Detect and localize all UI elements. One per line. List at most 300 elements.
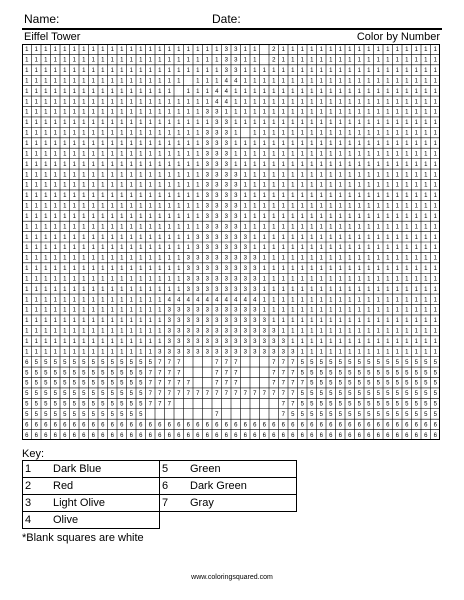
grid-cell-number: 1 xyxy=(91,349,95,356)
grid-cell-number: 1 xyxy=(414,318,418,325)
grid-cell-number: 3 xyxy=(234,339,238,345)
grid-cell-number: 3 xyxy=(234,203,238,210)
grid-cell-number: 5 xyxy=(367,391,371,398)
grid-cell-number: 1 xyxy=(25,234,29,241)
grid-cell-number: 1 xyxy=(63,224,67,231)
grid-cell-number: 6 xyxy=(386,422,390,429)
grid-cell-number: 1 xyxy=(139,151,143,158)
grid-cell-number: 1 xyxy=(329,130,333,137)
grid-cell-number: 1 xyxy=(120,130,124,137)
grid-cell-number: 1 xyxy=(357,307,361,314)
grid-cell-number: 1 xyxy=(129,286,133,293)
grid-cell-number: 1 xyxy=(376,297,380,304)
grid-cell-number: 1 xyxy=(319,172,323,179)
grid-cell-number: 1 xyxy=(367,255,371,262)
grid-cell-number: 1 xyxy=(120,349,124,356)
grid-cell-number: 1 xyxy=(120,318,124,325)
grid-cell-number: 1 xyxy=(148,286,152,293)
grid-cell-number: 1 xyxy=(424,286,428,293)
grid-cell-number: 5 xyxy=(300,370,304,377)
grid-cell-number: 1 xyxy=(357,141,361,147)
grid-cell-number: 1 xyxy=(91,328,95,335)
grid-cell-number: 6 xyxy=(196,432,200,439)
grid-cell-number: 1 xyxy=(281,297,285,304)
grid-cell-number: 5 xyxy=(424,380,428,387)
grid-cell-number: 1 xyxy=(414,245,418,252)
grid-cell-number: 1 xyxy=(433,318,437,325)
grid-cell-number: 1 xyxy=(167,161,171,168)
grid-cell-number: 5 xyxy=(433,401,437,408)
grid-cell-number: 6 xyxy=(129,432,133,439)
grid-cell-number: 3 xyxy=(215,203,219,210)
grid-cell-number: 1 xyxy=(405,120,409,127)
grid-cell-number: 1 xyxy=(177,57,181,64)
grid-cell-number: 1 xyxy=(405,68,409,75)
grid-cell-number: 1 xyxy=(291,120,295,127)
grid-cell-number: 1 xyxy=(186,224,190,231)
grid-cell-number: 1 xyxy=(272,276,276,283)
grid-cell-number: 1 xyxy=(338,88,342,95)
grid-cell-number: 1 xyxy=(196,130,200,137)
grid-cell-number: 1 xyxy=(386,286,390,293)
grid-cell-number: 1 xyxy=(91,109,95,116)
grid-cell-number: 5 xyxy=(433,380,437,387)
grid-cell-number: 1 xyxy=(63,328,67,335)
grid-cell-number: 5 xyxy=(44,370,48,377)
grid-cell-number: 6 xyxy=(300,422,304,429)
grid-cell-number: 1 xyxy=(376,307,380,314)
grid-cell-number: 1 xyxy=(272,193,276,200)
grid-cell-number: 1 xyxy=(348,318,352,325)
grid-cell-number: 1 xyxy=(25,161,29,168)
grid-cell-number: 1 xyxy=(129,99,133,106)
grid-cell-number: 1 xyxy=(405,224,409,231)
grid-cell-number: 6 xyxy=(129,422,133,429)
grid-cell-number: 3 xyxy=(281,349,285,356)
grid-cell-number: 1 xyxy=(34,193,38,200)
grid-cell-number: 3 xyxy=(186,276,190,283)
grid-cell-number: 1 xyxy=(281,109,285,116)
grid-cell-number: 1 xyxy=(357,57,361,64)
key-color-name: Gray xyxy=(176,495,297,512)
grid-cell-number: 1 xyxy=(424,245,428,252)
grid-cell-number: 1 xyxy=(281,245,285,252)
grid-cell-number: 1 xyxy=(376,203,380,210)
grid-cell-number: 1 xyxy=(34,161,38,168)
grid-cell-number: 1 xyxy=(177,224,181,231)
grid-cell-number: 1 xyxy=(367,318,371,325)
grid-cell-number: 3 xyxy=(243,245,247,252)
grid-cell-number: 1 xyxy=(433,213,437,220)
grid-cell-number: 3 xyxy=(196,245,200,252)
grid-cell-number: 1 xyxy=(129,130,133,137)
grid-cell-number: 1 xyxy=(262,224,266,231)
grid-cell-number: 1 xyxy=(433,120,437,127)
grid-cell-number: 1 xyxy=(139,182,143,189)
grid-cell-number: 3 xyxy=(224,120,228,127)
grid-cell-number: 1 xyxy=(386,57,390,64)
grid-cell-number: 1 xyxy=(348,307,352,314)
grid-cell-number: 1 xyxy=(44,141,48,147)
grid-cell-number: 1 xyxy=(177,213,181,220)
grid-cell-number: 5 xyxy=(300,359,304,366)
grid-cell-number: 1 xyxy=(243,47,247,54)
grid-cell-number: 1 xyxy=(158,276,162,283)
grid-cell-number: 1 xyxy=(386,193,390,200)
grid-cell-number: 1 xyxy=(25,120,29,127)
grid-cell-number: 1 xyxy=(63,47,67,54)
grid-cell-number: 1 xyxy=(376,286,380,293)
grid-cell-number: 3 xyxy=(253,266,257,273)
grid-cell-number: 3 xyxy=(234,172,238,179)
grid-cell-number: 3 xyxy=(234,328,238,335)
grid-cell-number: 1 xyxy=(367,47,371,54)
grid-cell-number: 1 xyxy=(177,130,181,137)
grid-cell-number: 1 xyxy=(72,193,76,200)
grid-cell-number: 1 xyxy=(357,88,361,95)
grid-cell-number: 1 xyxy=(395,151,399,158)
grid-cell-number: 1 xyxy=(338,245,342,252)
grid-cell-number: 1 xyxy=(158,161,162,168)
grid-cell-number: 6 xyxy=(72,422,76,429)
grid-cell-number: 1 xyxy=(253,141,257,147)
grid-cell-number: 1 xyxy=(424,78,428,85)
grid-cell-number: 1 xyxy=(319,234,323,241)
grid-cell-number: 1 xyxy=(139,130,143,137)
grid-cell-number: 3 xyxy=(243,255,247,262)
grid-cell-number: 1 xyxy=(300,193,304,200)
grid-cell-number: 3 xyxy=(224,130,228,137)
grid-cell-number: 6 xyxy=(215,432,219,439)
grid-cell-number: 1 xyxy=(129,245,133,252)
grid-cell-number: 1 xyxy=(348,88,352,95)
grid-cell-number: 1 xyxy=(338,47,342,54)
grid-cell-number: 1 xyxy=(272,172,276,179)
grid-cell-number: 1 xyxy=(158,193,162,200)
grid-cell-number: 1 xyxy=(386,297,390,304)
grid-cell-number: 1 xyxy=(310,266,314,273)
grid-cell-number: 7 xyxy=(215,359,219,366)
grid-cell-number: 5 xyxy=(395,380,399,387)
grid-cell-number: 1 xyxy=(310,349,314,356)
grid-cell-number: 1 xyxy=(44,172,48,179)
grid-cell-number: 1 xyxy=(186,57,190,64)
grid-cell-number: 1 xyxy=(367,203,371,210)
grid-cell-number: 7 xyxy=(148,370,152,377)
grid-cell-number: 5 xyxy=(101,401,105,408)
grid-cell-number: 1 xyxy=(82,318,86,325)
grid-cell-number: 1 xyxy=(63,318,67,325)
grid-cell-number: 1 xyxy=(82,286,86,293)
grid-cell-number: 1 xyxy=(300,318,304,325)
grid-cell-number: 1 xyxy=(158,47,162,54)
grid-cell-number: 6 xyxy=(433,432,437,439)
grid-cell-number: 1 xyxy=(120,57,124,64)
grid-cell-number: 1 xyxy=(329,349,333,356)
grid-cell-number: 1 xyxy=(395,88,399,95)
grid-cell-number: 1 xyxy=(405,57,409,64)
grid-cell-number: 3 xyxy=(224,339,228,345)
grid-cell-number: 1 xyxy=(395,286,399,293)
grid-cell-number: 1 xyxy=(72,47,76,54)
grid-cell-number: 1 xyxy=(414,234,418,241)
grid-cell-number: 1 xyxy=(281,99,285,106)
grid-cell-number: 1 xyxy=(395,182,399,189)
grid-cell-number: 1 xyxy=(310,141,314,147)
grid-cell-number: 1 xyxy=(91,318,95,325)
grid-cell-number: 1 xyxy=(120,245,124,252)
grid-cell-number: 4 xyxy=(224,99,228,106)
grid-cell-number: 1 xyxy=(82,276,86,283)
grid-cell-number: 1 xyxy=(329,245,333,252)
grid-cell-number: 1 xyxy=(25,141,29,147)
grid-cell-number: 1 xyxy=(433,47,437,54)
grid-cell-number: 1 xyxy=(82,78,86,85)
grid-cell-number: 1 xyxy=(414,266,418,273)
grid-cell-number: 1 xyxy=(300,88,304,95)
grid-cell-number: 1 xyxy=(376,182,380,189)
grid-cell-number: 1 xyxy=(177,245,181,252)
grid-cell-number: 1 xyxy=(148,161,152,168)
grid-cell-number: 5 xyxy=(34,401,38,408)
grid-cell-number: 1 xyxy=(110,161,114,168)
grid-cell-number: 1 xyxy=(414,172,418,179)
grid-cell-number: 1 xyxy=(272,307,276,314)
grid-cell-number: 1 xyxy=(424,276,428,283)
grid-cell-number: 5 xyxy=(120,391,124,398)
grid-cell-number: 1 xyxy=(158,88,162,95)
grid-cell-number: 1 xyxy=(34,109,38,116)
grid-cell-number: 1 xyxy=(253,109,257,116)
grid-cell-number: 1 xyxy=(272,88,276,95)
grid-cell-number: 5 xyxy=(91,359,95,366)
grid-cell-number: 1 xyxy=(101,57,105,64)
grid-cell-number: 5 xyxy=(139,401,143,408)
grid-cell-number: 1 xyxy=(25,349,29,356)
grid-cell-number: 1 xyxy=(44,161,48,168)
grid-cell-number: 3 xyxy=(177,349,181,356)
grid-cell-number: 1 xyxy=(25,318,29,325)
grid-cell-number: 1 xyxy=(91,245,95,252)
grid-cell-number: 6 xyxy=(329,422,333,429)
grid-cell-number: 1 xyxy=(53,88,57,95)
grid-cell-number: 1 xyxy=(433,99,437,106)
grid-cell-number: 1 xyxy=(338,286,342,293)
grid-cell-number: 1 xyxy=(405,78,409,85)
grid-cell-number: 1 xyxy=(348,120,352,127)
grid-cell-number: 6 xyxy=(120,422,124,429)
grid-cell-number: 1 xyxy=(367,349,371,356)
grid-cell-number: 1 xyxy=(319,203,323,210)
grid-cell-number: 1 xyxy=(262,297,266,304)
grid-cell-number: 1 xyxy=(158,328,162,335)
grid-cell-number: 7 xyxy=(300,380,304,387)
grid-cell-number: 1 xyxy=(186,193,190,200)
grid-cell-number: 1 xyxy=(433,130,437,137)
grid-cell-number: 1 xyxy=(376,161,380,168)
grid-cell-number: 5 xyxy=(310,380,314,387)
key-row xyxy=(23,495,297,512)
grid-cell-number: 1 xyxy=(53,307,57,314)
grid-cell-number: 1 xyxy=(319,109,323,116)
grid-cell-number: 5 xyxy=(348,370,352,377)
grid-cell-number: 5 xyxy=(139,370,143,377)
grid-cell-number: 1 xyxy=(357,286,361,293)
grid-cell-number: 1 xyxy=(253,245,257,252)
grid-cell-number: 3 xyxy=(205,130,209,137)
grid-cell-number: 1 xyxy=(338,307,342,314)
grid-cell-number: 4 xyxy=(177,297,181,304)
grid-cell-number: 1 xyxy=(338,339,342,345)
grid-cell-number: 1 xyxy=(376,245,380,252)
grid-cell-number: 1 xyxy=(348,130,352,137)
grid-cell-number: 3 xyxy=(243,349,247,356)
grid-cell-number: 1 xyxy=(148,172,152,179)
grid-cell-number: 3 xyxy=(205,349,209,356)
grid-cell-number: 1 xyxy=(53,286,57,293)
grid-cell-number: 1 xyxy=(433,109,437,116)
grid-cell-number: 1 xyxy=(234,99,238,106)
grid-cell-number: 1 xyxy=(82,130,86,137)
grid-cell-number: 1 xyxy=(110,130,114,137)
grid-cell-number: 1 xyxy=(129,109,133,116)
grid-cell-number: 1 xyxy=(357,276,361,283)
grid-cell-number: 7 xyxy=(177,359,181,366)
grid-cell-number: 1 xyxy=(110,255,114,262)
grid-cell-number: 1 xyxy=(367,213,371,220)
grid-cell-number: 1 xyxy=(329,109,333,116)
grid-cell-number: 1 xyxy=(348,213,352,220)
grid-cell-number: 3 xyxy=(281,339,285,345)
grid-cell-number: 1 xyxy=(91,339,95,345)
grid-cell-number: 1 xyxy=(300,141,304,147)
grid-cell-number: 1 xyxy=(82,349,86,356)
grid-cell-number: 1 xyxy=(25,47,29,54)
grid-cell-number: 1 xyxy=(120,339,124,345)
key-color-name: Red xyxy=(39,478,160,495)
grid-cell-number: 1 xyxy=(34,297,38,304)
grid-cell-number: 1 xyxy=(91,68,95,75)
grid-cell-number: 1 xyxy=(405,182,409,189)
grid-cell-number: 1 xyxy=(82,57,86,64)
grid-cell-number: 1 xyxy=(101,182,105,189)
grid-cell-number: 1 xyxy=(386,172,390,179)
grid-cell-number: 7 xyxy=(167,370,171,377)
grid-cell-number: 6 xyxy=(367,422,371,429)
grid-cell-number: 1 xyxy=(291,99,295,106)
grid-cell-number: 1 xyxy=(196,47,200,54)
grid-cell-number: 5 xyxy=(376,411,380,418)
grid-cell-number: 1 xyxy=(414,213,418,220)
grid-cell-number: 1 xyxy=(72,78,76,85)
grid-cell-number: 1 xyxy=(120,109,124,116)
grid-cell-number: 5 xyxy=(338,359,342,366)
grid-cell-number: 1 xyxy=(300,213,304,220)
grid-cell-number: 6 xyxy=(158,422,162,429)
grid-cell-number: 1 xyxy=(272,203,276,210)
grid-cell-number: 1 xyxy=(148,120,152,127)
grid-cell-number: 5 xyxy=(386,401,390,408)
grid-cell-number: 1 xyxy=(253,161,257,168)
grid-cell-number: 5 xyxy=(319,411,323,418)
grid-cell-number: 5 xyxy=(433,370,437,377)
grid-cell-number: 5 xyxy=(34,391,38,398)
grid-cell-number: 1 xyxy=(34,78,38,85)
grid-cell-number: 6 xyxy=(167,432,171,439)
grid-cell-number: 1 xyxy=(82,88,86,95)
grid-cell-number: 1 xyxy=(367,286,371,293)
grid-cell-number: 1 xyxy=(148,109,152,116)
grid-cell-number: 1 xyxy=(53,193,57,200)
grid-cell-number: 3 xyxy=(234,286,238,293)
grid-cell-number: 5 xyxy=(310,411,314,418)
grid-cell-number: 1 xyxy=(72,120,76,127)
grid-cell-number: 1 xyxy=(291,68,295,75)
grid-cell-number: 1 xyxy=(72,297,76,304)
grid-cell-number: 4 xyxy=(224,297,228,304)
grid-cell-number: 1 xyxy=(367,297,371,304)
grid-cell-number: 5 xyxy=(348,359,352,366)
grid-cell-number: 1 xyxy=(148,213,152,220)
grid-cell-number: 1 xyxy=(215,78,219,85)
grid-cell-number: 1 xyxy=(243,78,247,85)
grid-cell-number: 1 xyxy=(386,349,390,356)
grid-cell-number: 5 xyxy=(329,380,333,387)
grid-cell-number: 1 xyxy=(186,109,190,116)
grid-cell-number: 1 xyxy=(329,339,333,345)
grid-cell-number: 1 xyxy=(177,255,181,262)
grid-cell-number: 1 xyxy=(186,245,190,252)
grid-cell-number: 1 xyxy=(34,328,38,335)
grid-cell-number: 5 xyxy=(310,391,314,398)
grid-cell-number: 5 xyxy=(53,370,57,377)
grid-cell-number: 3 xyxy=(272,349,276,356)
grid-cell-number: 6 xyxy=(310,422,314,429)
grid-cell-number: 6 xyxy=(186,432,190,439)
grid-cell-number: 1 xyxy=(414,109,418,116)
grid-cell-number: 3 xyxy=(234,68,238,75)
grid-cell-number: 1 xyxy=(300,68,304,75)
grid-cell-number: 1 xyxy=(329,266,333,273)
grid-cell-number: 1 xyxy=(329,193,333,200)
grid-cell-number: 1 xyxy=(262,68,266,75)
grid-cell-number: 1 xyxy=(63,172,67,179)
grid-cell-number: 1 xyxy=(101,141,105,147)
grid-cell-number: 1 xyxy=(357,68,361,75)
grid-cell-number: 1 xyxy=(319,193,323,200)
grid-cell-number: 1 xyxy=(291,307,295,314)
grid-cell-number: 1 xyxy=(205,99,209,106)
grid-cell-number: 1 xyxy=(110,99,114,106)
grid-cell-number: 5 xyxy=(405,380,409,387)
grid-cell-number: 1 xyxy=(338,130,342,137)
grid-cell-number: 3 xyxy=(253,328,257,335)
grid-cell-number: 1 xyxy=(424,339,428,345)
grid-cell-number: 1 xyxy=(101,68,105,75)
grid-cell-number: 1 xyxy=(414,57,418,64)
grid-cell-number: 1 xyxy=(25,213,29,220)
grid-cell-number: 6 xyxy=(25,432,29,439)
grid-cell-number: 6 xyxy=(25,359,29,366)
grid-cell-number: 1 xyxy=(357,234,361,241)
grid-cell-number: 6 xyxy=(243,432,247,439)
grid-cell-number: 1 xyxy=(72,286,76,293)
grid-cell-number: 1 xyxy=(367,78,371,85)
grid-cell-number: 1 xyxy=(158,120,162,127)
grid-cell-number: 1 xyxy=(72,276,76,283)
grid-cell-number: 1 xyxy=(433,328,437,335)
grid-cell-number: 1 xyxy=(158,255,162,262)
